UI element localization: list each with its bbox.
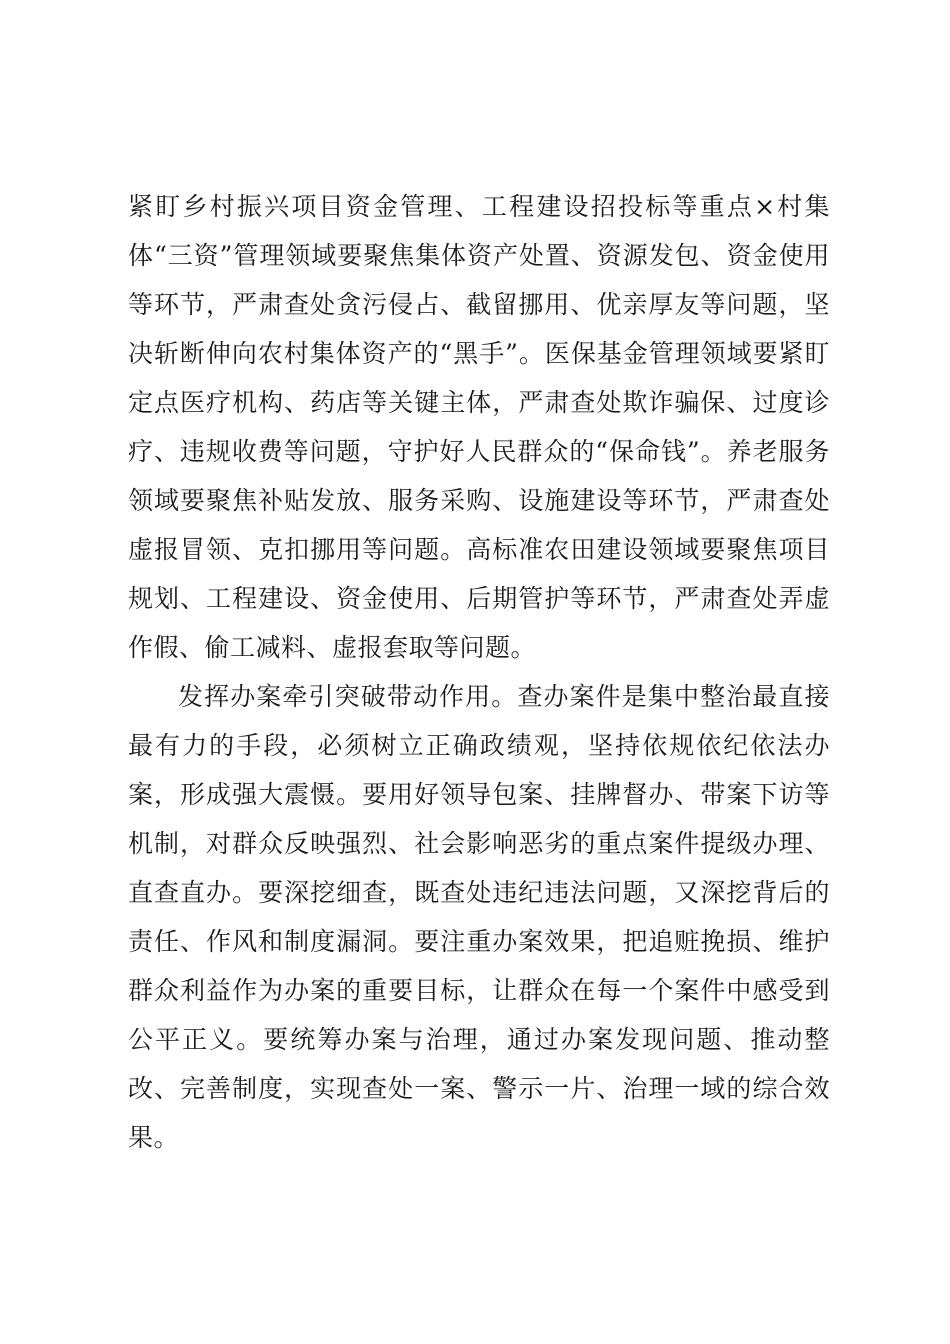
paragraph-case-handling: 发挥办案牵引突破带动作用。查办案件是集中整治最直接最有力的手段，必须树立正确政绩观，坚持依规依纪依法办案，形成强大震慑。要用好领导包案、挂牌督办、带案下访等机制，对群众反映强烈、社会影响恶劣的重点案件提级办理、直查直办。要深挖细查，既查处违纪违法问题，又深挖背后的责任、作风和制度漏洞。要注重办案效果，把追赃挽损、维护群众利益作为办案的重要目标，让群众在每一个案件中感受到公平正义。要统筹办案与治理，通过办案发现问题、推动整改、完善制度，实现查处一案、警示一片、治理一域的综合效果。 xyxy=(128,682,830,1152)
body-text xyxy=(128,182,830,1162)
paragraph-continuation: 紧盯乡村振兴项目资金管理、工程建设招投标等重点×村集体“三资”管理领域要聚焦集体资产处置、资源发包、资金使用等环节，严肃查处贪污侵占、截留挪用、优亲厚友等问题，坚决斩断伸向农村集体资产的“黑手”。医保基金管理领域要紧盯定点医疗机构、药店等关键主体，严肃查处欺诈骗保、过度诊疗、违规收费等问题，守护好人民群众的“保命钱”。养老服务领域要聚焦补贴发放、服务采购、设施建设等环节，严肃查处虚报冒领、克扣挪用等问题。高标准农田建设领域要聚焦项目规划、工程建设、资金使用、后期管护等环节，严肃查处弄虚作假、偷工减料、虚报套取等问题。 xyxy=(128,192,830,662)
